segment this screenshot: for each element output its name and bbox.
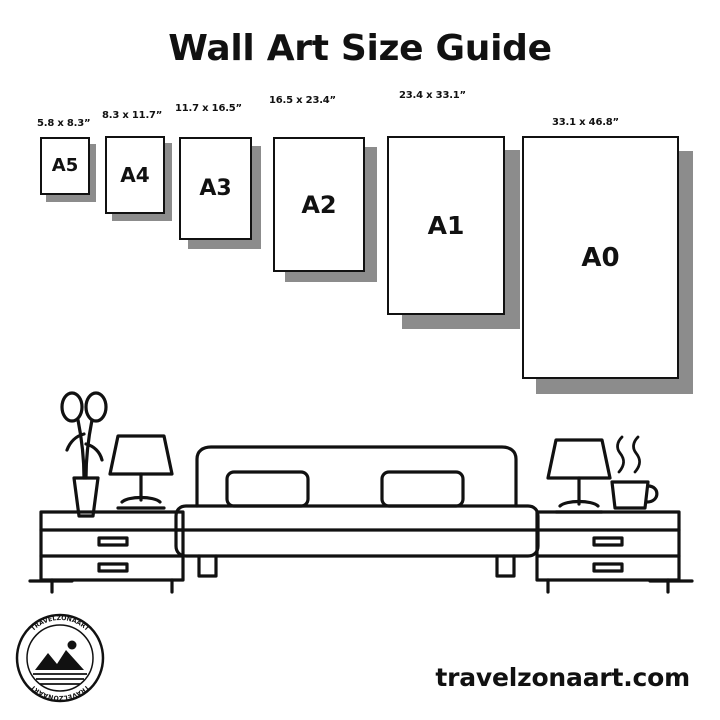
frame-dimension-a4: 8.3 x 11.7” bbox=[102, 110, 163, 121]
vase-with-flowers bbox=[62, 393, 106, 516]
frame-a0[interactable] bbox=[522, 136, 679, 379]
frame-label-a3: A3 bbox=[199, 175, 232, 201]
svg-text:TRAVELZONAART: TRAVELZONAART bbox=[29, 683, 91, 702]
frame-dimension-a3: 11.7 x 16.5” bbox=[175, 103, 242, 114]
left-nightstand bbox=[41, 512, 183, 592]
frame-label-a1: A1 bbox=[427, 211, 465, 240]
right-nightstand bbox=[537, 512, 679, 592]
frame-a1[interactable] bbox=[387, 136, 505, 315]
website-url[interactable]: travelzonaart.com bbox=[435, 663, 690, 692]
frame-label-a5: A5 bbox=[51, 155, 79, 176]
svg-text:TRAVELZONAART: TRAVELZONAART bbox=[29, 614, 91, 633]
brand-logo[interactable] bbox=[14, 612, 106, 704]
frame-dimension-a2: 16.5 x 23.4” bbox=[269, 95, 336, 106]
left-table-lamp bbox=[110, 436, 172, 508]
page-title: Wall Art Size Guide bbox=[168, 28, 552, 69]
frame-label-a4: A4 bbox=[120, 163, 150, 187]
coffee-cup bbox=[612, 437, 657, 508]
frame-label-a2: A2 bbox=[301, 190, 337, 219]
frame-dimension-a0: 33.1 x 46.8” bbox=[552, 117, 619, 128]
frame-a4[interactable] bbox=[105, 136, 165, 214]
frame-dimension-a1: 23.4 x 33.1” bbox=[399, 90, 466, 101]
frame-a5[interactable] bbox=[40, 137, 90, 195]
right-table-lamp bbox=[548, 440, 610, 512]
bedroom-illustration bbox=[0, 378, 720, 608]
bed bbox=[176, 447, 538, 576]
frame-a3[interactable] bbox=[179, 137, 252, 240]
frame-group-a5 bbox=[36, 118, 106, 198]
frame-label-a0: A0 bbox=[581, 242, 620, 273]
frame-group-a0 bbox=[518, 82, 718, 402]
frame-a2[interactable] bbox=[273, 137, 365, 272]
frame-dimension-a5: 5.8 x 8.3” bbox=[37, 118, 91, 129]
